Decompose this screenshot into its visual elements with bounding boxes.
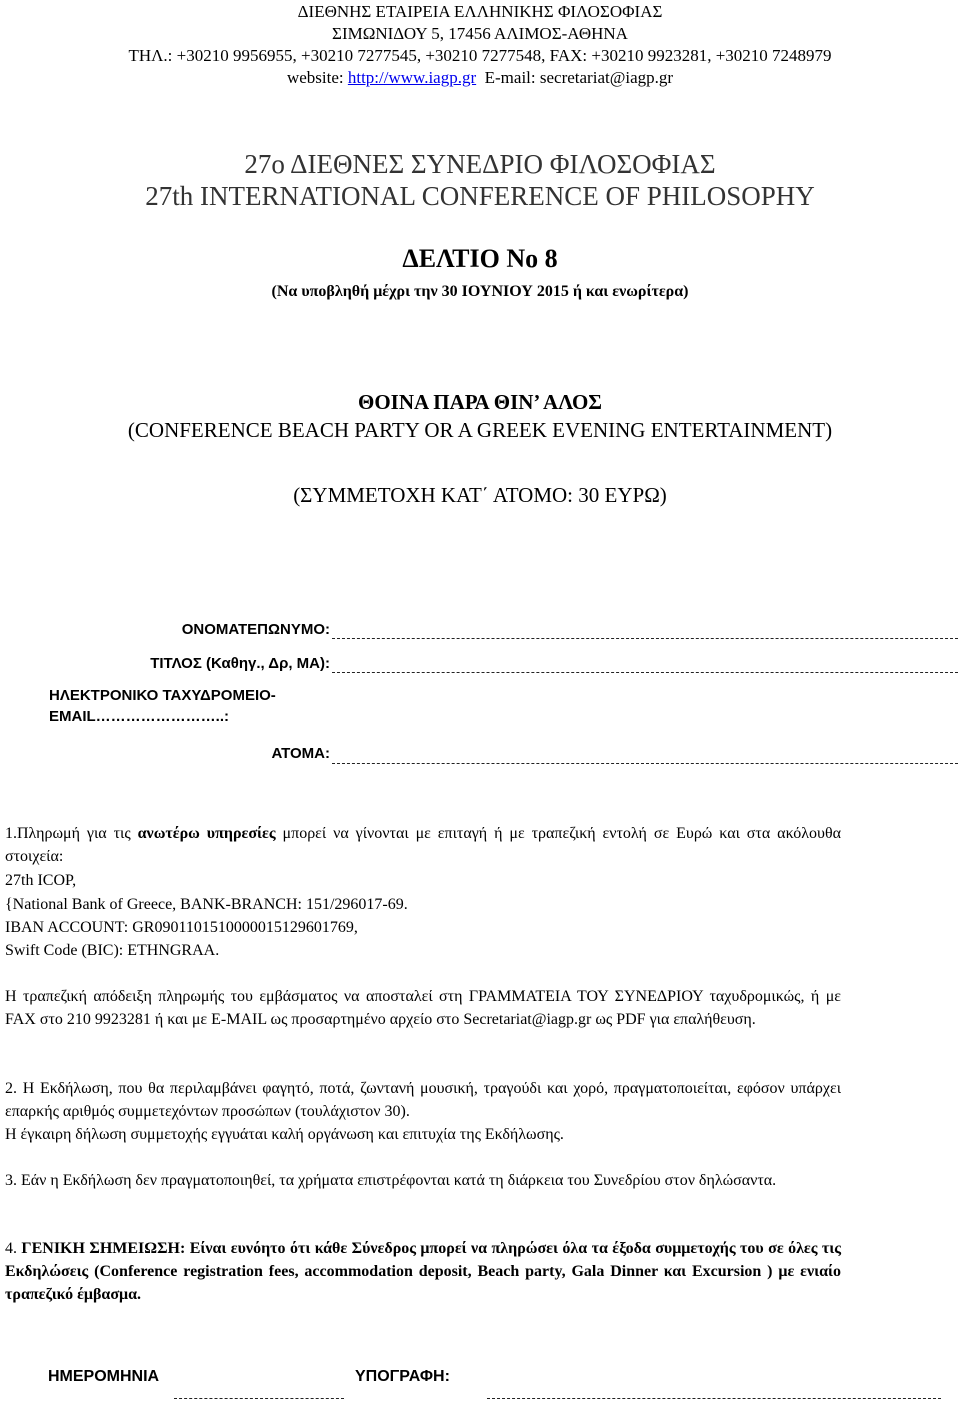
form-deadline: (Να υποβληθή μέχρι την 30 ΙΟΥΝΙΟΥ 2015 ή και ενωρίτερα): [271, 283, 689, 300]
note-2b: Η έγκαιρη δήλωση συμμετοχής εγγυάται καλή οργάνωση και επιτυχία της Εκδήλωσης.: [5, 1126, 564, 1143]
org-phones: ΤΗΛ.: +30210 9956955, +30210 7277545, +30210 7277548, FAX: +30210 9923281, +30210 7248979: [128, 46, 832, 65]
note-2: 2. Η Εκδήλωση, που θα περιλαμβάνει φαγητό, ποτά, ζωντανή μουσική, τραγούδι και χορό, πραγματοποιείται, εφόσον υπάρχει επαρκής αριθμός συμμετεχόντων προσώπων (τουλάχιστον 30).: [5, 1080, 841, 1120]
event-title-gr: ΘΟΙΝΑ ΠΑΡΑ ΘΙΝ’ ΑΛΟΣ: [357, 390, 603, 414]
note-4-num: 4.: [5, 1240, 22, 1257]
title-field[interactable]: [332, 672, 958, 673]
note-3: 3. Εάν η Εκδήλωση δεν πραγματοποιηθεί, τα χρήματα επιστρέφονται κατά τη διάρκεια του Συνεδρίου στον δηλώσαντα.: [5, 1172, 777, 1189]
payment-text-services: ανωτέρω υπηρεσίες: [137, 825, 276, 842]
conference-title-en: 27th INTERNATIONAL CONFERENCE OF PHILOSOPHY: [145, 181, 815, 211]
signature-label: ΥΠΟΓΡΑΦΗ:: [355, 1368, 450, 1385]
email-label-2: EMAIL……………………..:: [49, 708, 229, 725]
date-field[interactable]: [174, 1398, 344, 1399]
title-label: ΤΙΤΛΟΣ (Καθηγ., Δρ, ΜΑ):: [150, 655, 330, 672]
org-name: ΔΙΕΘΝΗΣ ΕΤΑΙΡΕΙΑ ΕΛΛΗΝΙΚΗΣ ΦΙΛΟΣΟΦΙΑΣ: [297, 2, 663, 21]
persons-label: ΑΤΟΜΑ:: [271, 745, 330, 762]
bank-line-3: IBAN ACCOUNT: GR0901101510000015129601769,: [5, 919, 358, 936]
bank-line-1: 27th ICOP,: [5, 872, 77, 889]
org-contact: [0, 67, 960, 89]
payment-paragraph: [5, 822, 841, 868]
form-title: ΔΕΛΤΙΟ Νο 8: [402, 244, 558, 273]
email-text: E-mail: secretariat@iagp.gr: [484, 68, 674, 87]
payment-num: 1.: [5, 825, 17, 842]
website-label: website:: [286, 68, 344, 87]
bank-line-4: Swift Code (BIC): ETHNGRAA.: [5, 942, 220, 959]
note-4: [5, 1237, 841, 1306]
payment-text-c: μπορεί να γίνονται με επιταγή ή με τραπεζική εντολή σε Ευρώ και στα ακόλουθα στοιχεία:: [5, 825, 842, 865]
event-title-en: (CONFERENCE BEACH PARTY OR A GREEK EVENING ENTERTAINMENT): [127, 418, 833, 442]
website-link[interactable]: http://www.iagp.gr: [347, 68, 477, 87]
date-label: ΗΜΕΡΟΜΗΝΙΑ: [48, 1368, 160, 1385]
participation-fee: (ΣΥΜΜΕΤΟΧΗ ΚΑΤ΄ ΑΤΟΜΟ: 30 ΕΥΡΩ): [293, 483, 667, 507]
payment-text-a: Πληρωμή για τις: [17, 825, 138, 842]
persons-field[interactable]: [332, 763, 958, 764]
org-address: ΣΙΜΩΝΙΔΟΥ 5, 17456 ΑΛΙΜΟΣ-ΑΘΗΝΑ: [332, 24, 628, 43]
signature-field[interactable]: [487, 1398, 941, 1399]
note-4-text: ΓΕΝΙΚΗ ΣΗΜΕΙΩΣΗ: Είναι ευνόητο ότι κάθε Σύνεδρος μπορεί να πληρώσει όλα τα έξοδα συμμετοχής του σε όλες τις Εκδηλώσεις (Conference registration fees, accommodation deposit, Beach party, Gala Dinner και Excursion ) με ενιαίο τραπεζικό έμβασμα.: [5, 1240, 842, 1303]
receipt-paragraph: Η τραπεζική απόδειξη πληρωμής του εμβάσματος να αποσταλεί στη ΓΡΑΜΜΑΤΕΙΑ ΤΟΥ ΣΥΝΕΔΡΙΟΥ ταχυδρομικώς, ή με FAX στο 210 9923281 ή και με E-MAIL ως προσαρτημένο αρχείο στο Secretariat@iagp.gr ως PDF για επαλήθευση.: [5, 988, 841, 1028]
name-label: ΟΝΟΜΑΤΕΠΩΝΥΜΟ:: [181, 621, 330, 638]
bank-line-2: {National Bank of Greece, BANK-BRANCH: 151/296017-69.: [5, 896, 408, 913]
email-label-1: ΗΛΕΚΤΡΟΝΙΚΟ ΤΑΧΥΔΡΟΜΕΙΟ-: [49, 687, 276, 704]
name-field[interactable]: [332, 638, 958, 639]
conference-title-gr: 27ο ΔΙΕΘΝΕΣ ΣΥΝΕΔΡΙΟ ΦΙΛΟΣΟΦΙΑΣ: [244, 149, 716, 179]
